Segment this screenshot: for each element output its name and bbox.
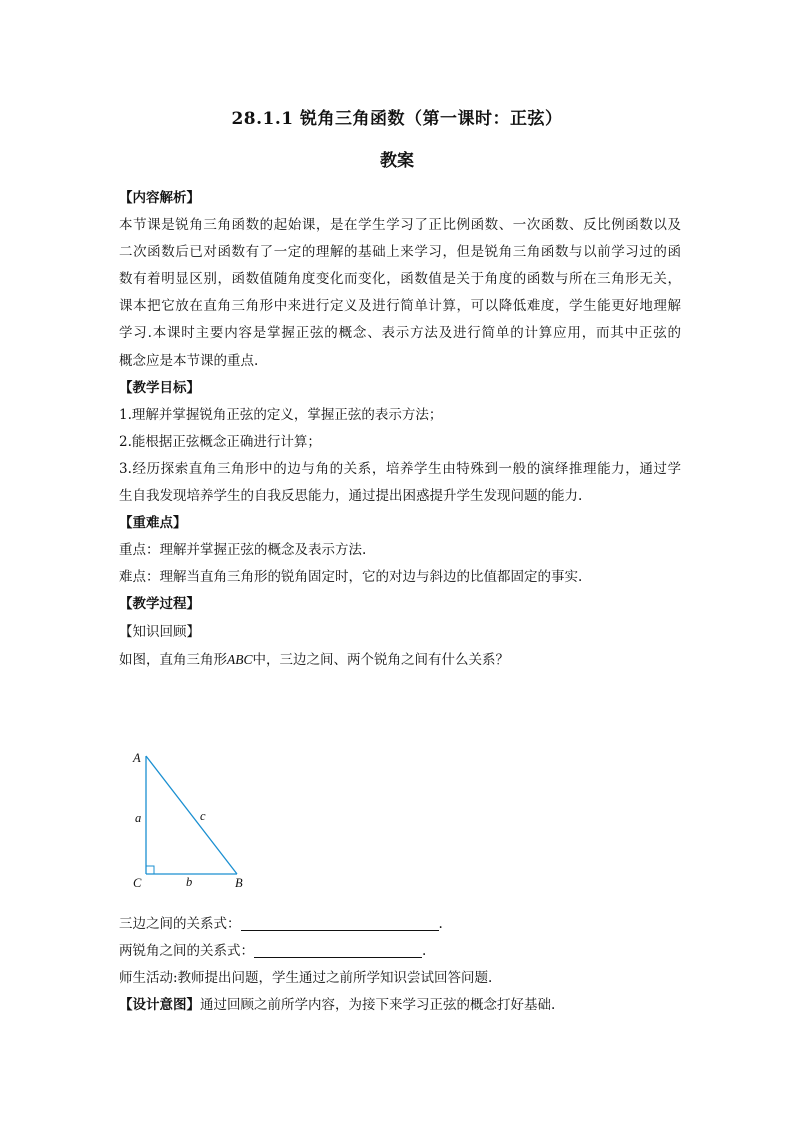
review-answers [119,911,719,1019]
key-point: 重点：理解并掌握正弦的概念及表示方法. [119,542,367,559]
triangle-name: ABC [227,651,253,667]
teacher-student-activity: 师生活动:教师提出问题，学生通过之前所学知识尝试回答问题. [119,970,493,987]
document-body [119,185,681,673]
paragraph-line: 二次函数后已对函数有了一定的理解的基础上来学习，但是锐角三角函数与以前学习过的函 [119,244,681,261]
document-title: 28.1.1 锐角三角函数（第一课时：正弦） [231,109,563,129]
vertex-b-label: B [235,876,243,890]
angles-relation-period: . [422,943,427,960]
document-subtitle: 教案 [380,151,414,171]
question-prefix: 如图，直角三角形 [119,651,227,668]
sides-relation-blank[interactable] [241,929,439,931]
paragraph-line: 本节课是锐角三角函数的起始课，是在学生学习了正比例函数、一次函数、反比例函数以及 [119,217,681,234]
side-b-label: b [186,875,193,889]
paragraph-line: 学习.本课时主要内容是掌握正弦的概念、表示方法及进行简单的计算应用，而其中正弦的 [119,325,681,342]
section-heading-content-analysis: 【内容解析】 [119,190,200,206]
sides-relation-period: . [438,916,443,932]
side-c-label: c [200,809,206,823]
review-question [119,646,681,673]
goal-item: 2.能根据正弦概念正确进行计算； [119,433,321,450]
difficult-point: 难点：理解当直角三角形的锐角固定时，它的对边与斜边的比值都固定的事实. [119,569,583,586]
section-heading-review: 【知识回顾】 [119,623,200,640]
side-a-label: a [135,811,142,825]
side-ab-line [146,756,237,874]
goal-item: 3.经历探索直角三角形中的边与角的关系，培养学生由特殊到一般的演绎推理能力，通过学 [119,460,681,477]
angles-relation-blank[interactable] [254,956,422,958]
design-intent-text: 通过回顾之前所学内容，为接下来学习正弦的概念打好基础. [200,997,556,1014]
paragraph-line: 数有着明显区别，函数值随角度变化而变化，函数值是关于角度的函数与所在三角形无关， [119,271,681,288]
design-intent-label: 【设计意图】 [119,997,200,1014]
goal-item: 生自我发现培养学生的自我反思能力，通过提出困惑提升学生发现问题的能力. [119,488,583,505]
angles-relation-row [119,938,719,965]
question-suffix: 中，三边之间、两个锐角之间有什么关系？ [252,651,509,668]
vertex-a-label: A [133,751,141,765]
section-heading-teaching-goals: 【教学目标】 [119,379,200,396]
right-triangle-diagram [125,748,265,893]
section-heading-process: 【教学过程】 [119,596,200,613]
sides-relation-row [119,911,719,938]
angles-relation-label: 两锐角之间的关系式： [119,943,254,960]
paragraph-line: 概念应是本节课的重点. [119,352,259,369]
vertex-c-label: C [133,876,142,890]
section-heading-key-points: 【重难点】 [119,515,187,532]
right-angle-mark [146,866,154,874]
right-triangle-figure [125,748,265,893]
sides-relation-label: 三边之间的关系式： [119,916,241,932]
goal-item: 1.理解并掌握锐角正弦的定义，掌握正弦的表示方法； [119,406,443,423]
design-intent [119,992,719,1019]
paragraph-line: 课本把它放在直角三角形中来进行定义及进行简单计算，可以降低难度，学生能更好地理解 [119,298,681,315]
